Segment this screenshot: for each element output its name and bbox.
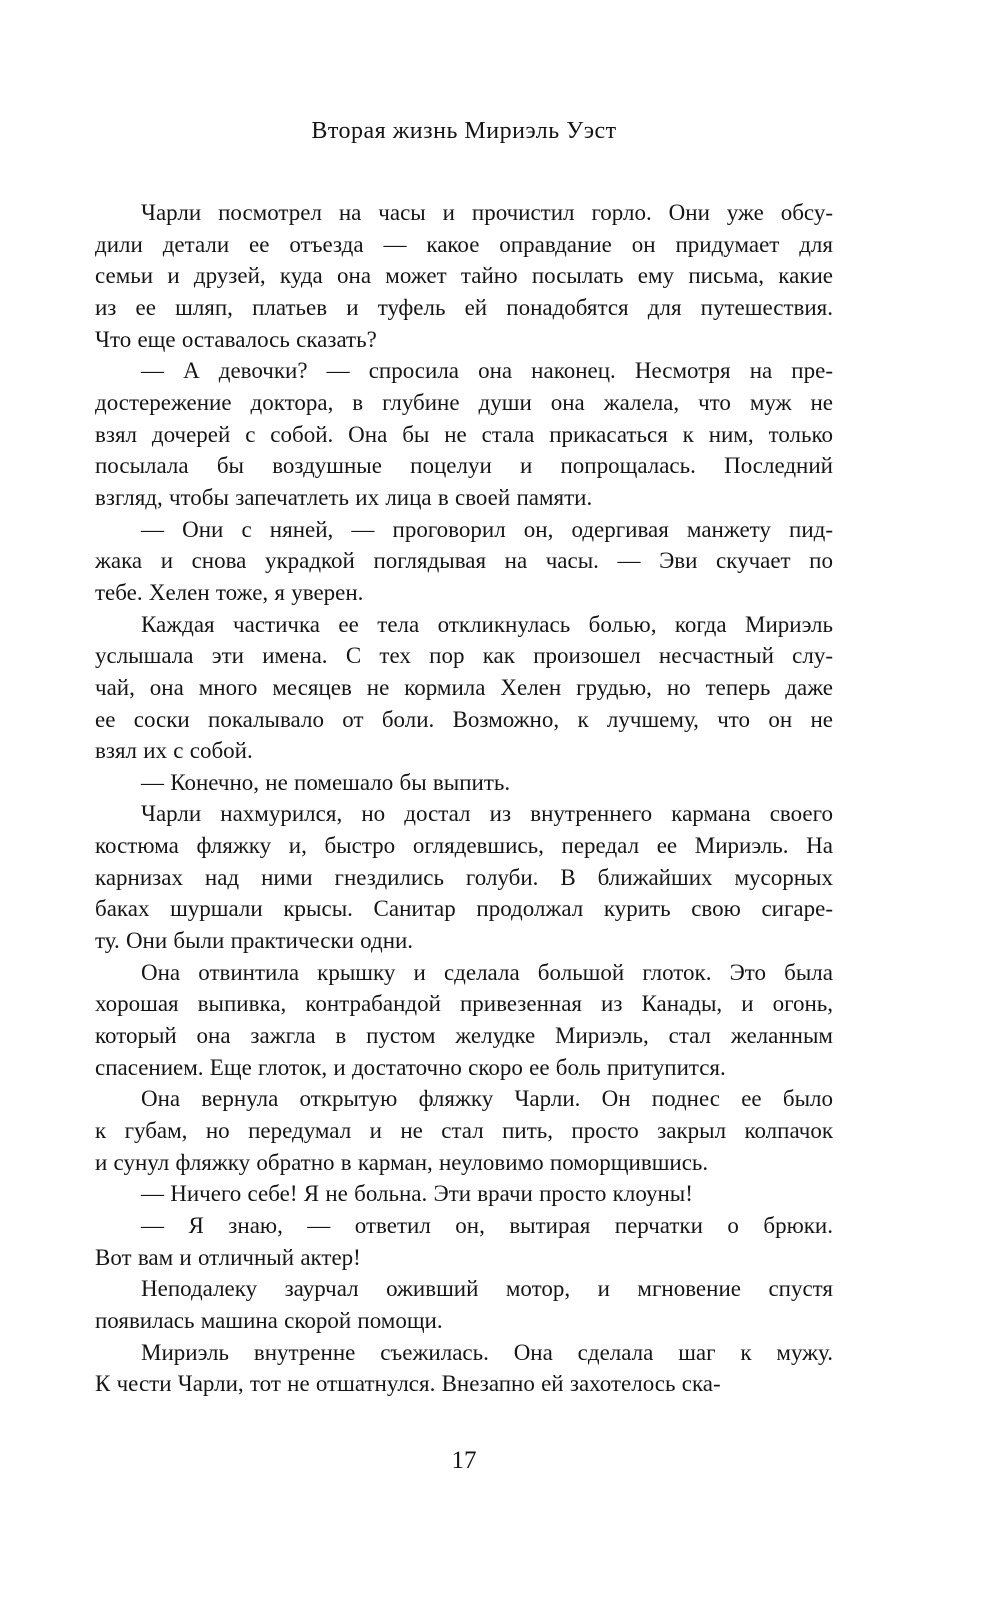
text-line: услышала эти имена. С тех пор как произошел несчастный слу- [95, 643, 833, 669]
text-line: дили детали ее отъезда — какое оправдание он придумает для [95, 231, 833, 257]
text-line: Она отвинтила крышку и сделала большой глоток. Это была [141, 959, 833, 985]
text-line: Что еще оставалось сказать? [95, 326, 377, 352]
text-line: взял их с собой. [95, 738, 253, 764]
text-line: к губам, но передумал и не стал пить, просто закрыл колпачок [95, 1118, 833, 1144]
text-line: — А девочки? — спросила она наконец. Несмотря на пре- [141, 358, 833, 384]
text-line: спасением. Еще глоток, и достаточно скоро ее боль притупится. [95, 1054, 726, 1080]
text-line: баках шуршали крысы. Санитар продолжал курить свою сигаре- [95, 896, 833, 922]
text-line: посылала бы воздушные поцелуи и попрощалась. Последний [95, 453, 833, 479]
running-title: Вторая жизнь Мириэль Уэст [311, 118, 617, 144]
text-line: появилась машина скорой помощи. [95, 1307, 443, 1333]
text-line: Неподалеку заурчал оживший мотор, и мгновение спустя [141, 1276, 833, 1302]
text-line: — Они с няней, — проговорил он, одергивая манжету пид- [141, 516, 833, 542]
page-number: 17 [451, 1447, 477, 1474]
text-line: костюма фляжку и, быстро оглядевшись, передал ее Мириэль. На [95, 833, 833, 859]
text-line: который она зажгла в пустом желудке Мириэль, стал желанным [95, 1023, 833, 1049]
text-line: и сунул фляжку обратно в карман, неуловимо поморщившись. [95, 1149, 709, 1175]
text-line: взгляд, чтобы запечатлеть их лица в своей памяти. [95, 484, 593, 510]
text-line: из ее шляп, платьев и туфель ей понадобятся для путешествия. [95, 294, 833, 320]
text-line: чай, она много месяцев не кормила Хелен грудью, но теперь даже [95, 674, 833, 700]
text-line: — Конечно, не помешало бы выпить. [141, 769, 511, 795]
text-line: Чарли посмотрел на часы и прочистил горло. Они уже обсу- [141, 200, 833, 225]
text-line: Вот вам и отличный актер! [95, 1244, 361, 1270]
text-line: Чарли нахмурился, но достал из внутреннего кармана своего [141, 801, 833, 827]
text-line: ту. Они были практически одни. [95, 928, 414, 954]
text-line: Каждая частичка ее тела откликнулась болью, когда Мириэль [141, 611, 833, 637]
text-line: тебе. Хелен тоже, я уверен. [95, 579, 364, 605]
body-text [95, 197, 833, 1400]
text-line: — Я знаю, — ответил он, вытирая перчатки о брюки. [141, 1213, 833, 1238]
text-line: Мириэль внутренне съежилась. Она сделала шаг к мужу. [141, 1339, 833, 1365]
text-line: хорошая выпивка, контрабандой привезенная из Канады, и огонь, [95, 991, 833, 1017]
text-line: взял дочерей с собой. Она бы не стала прикасаться к ним, только [95, 421, 833, 447]
text-line: семьи и друзей, куда она может тайно посылать ему письма, какие [95, 263, 833, 289]
text-line: достережение доктора, в глубине души она жалела, что муж не [95, 389, 833, 415]
text-line: карнизах над ними гнездились голуби. В ближайших мусорных [95, 864, 833, 890]
text-line: Она вернула открытую фляжку Чарли. Он поднес ее было [141, 1086, 833, 1112]
text-line: ее соски покалывало от боли. Возможно, к лучшему, что он не [95, 706, 833, 732]
text-line: — Ничего себе! Я не больна. Эти врачи просто клоуны! [141, 1181, 693, 1207]
text-line: жака и снова украдкой поглядывая на часы. — Эви скучает по [95, 548, 833, 574]
text-line: К чести Чарли, тот не отшатнулся. Внезапно ей захотелось ска- [95, 1371, 721, 1397]
